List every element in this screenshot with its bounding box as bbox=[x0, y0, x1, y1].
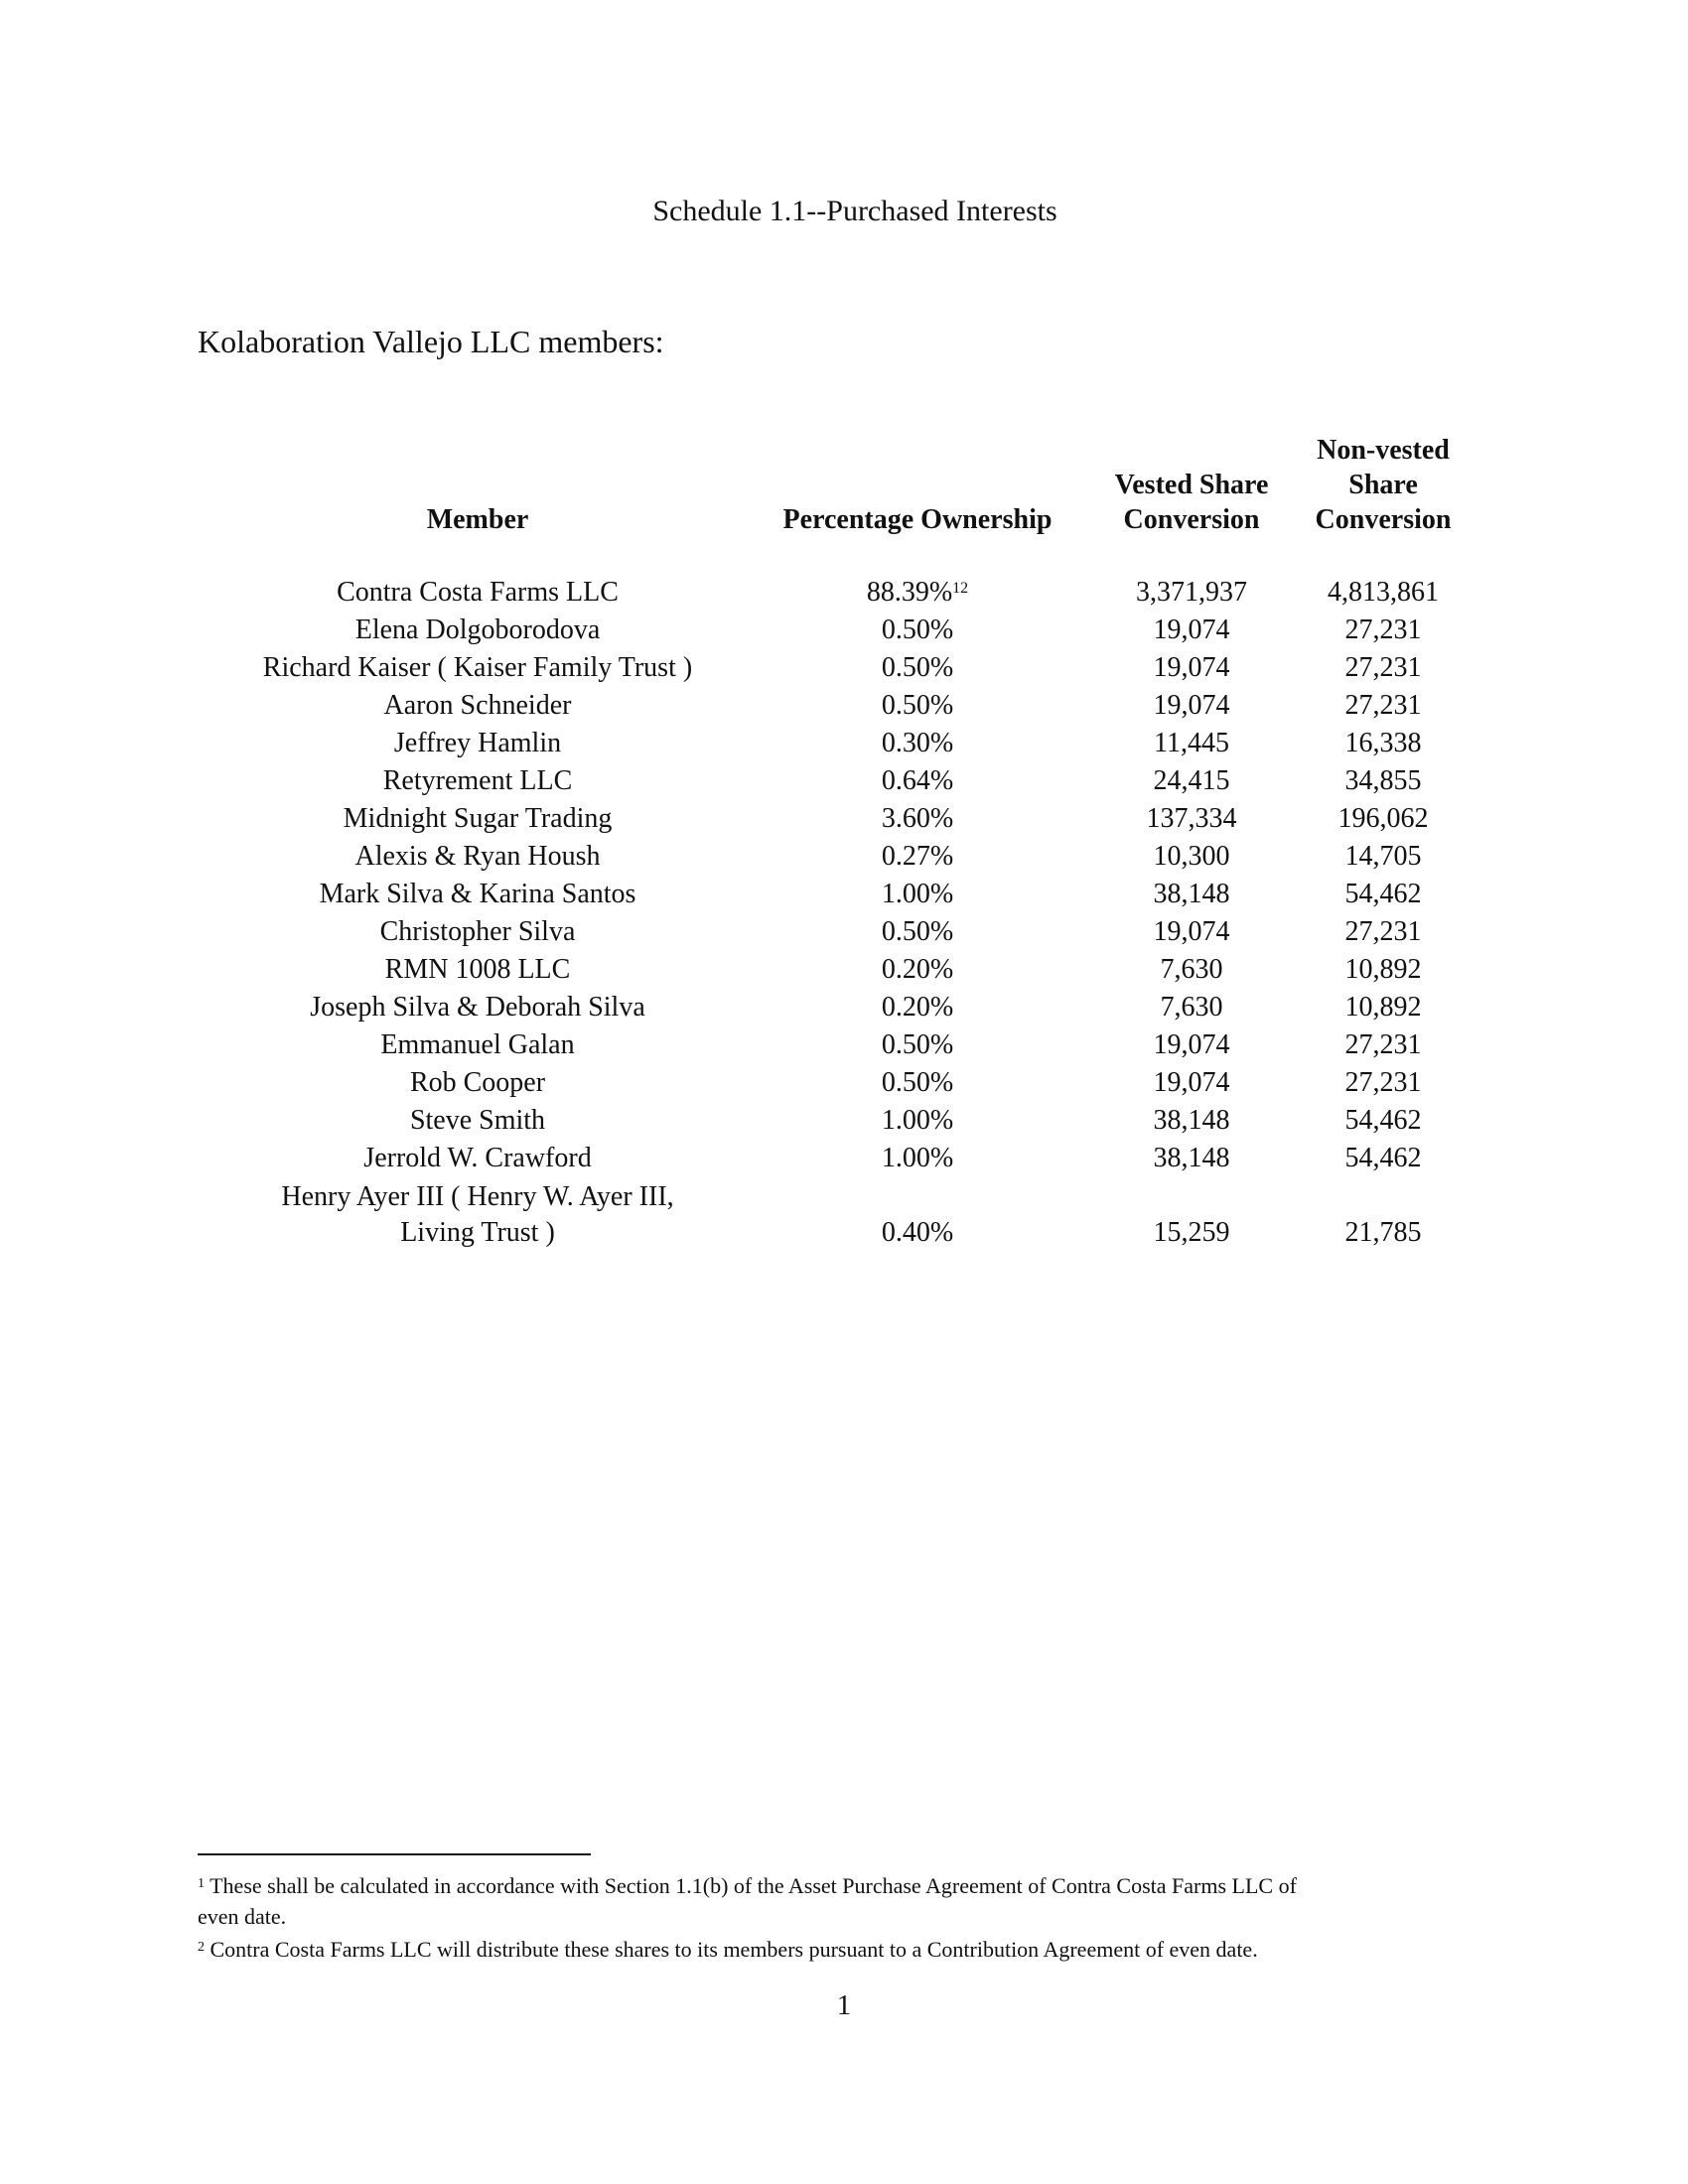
row-member bbox=[229, 1026, 726, 1064]
footnote-reference: 12 bbox=[952, 580, 969, 597]
row-percentage bbox=[769, 649, 1066, 687]
row-vested-text: 19,074 bbox=[1153, 1029, 1230, 1060]
row-vested-text: 7,630 bbox=[1160, 992, 1223, 1023]
row-percentage-text: 0.50% bbox=[881, 614, 954, 645]
row-percentage-text: 1.00% bbox=[881, 879, 954, 909]
row-nonvested-text: 27,231 bbox=[1344, 1029, 1422, 1060]
row-nonvested bbox=[1234, 800, 1532, 838]
row-percentage-text: 3.60% bbox=[881, 803, 954, 834]
row-member bbox=[229, 649, 726, 687]
footnote-1 bbox=[198, 1870, 1459, 1932]
row-percentage bbox=[769, 913, 1066, 951]
row-member-text: Emmanuel Galan bbox=[380, 1029, 575, 1060]
row-percentage-text: 0.50% bbox=[881, 916, 954, 947]
header-nonvested-line3: Conversion bbox=[1315, 504, 1452, 535]
row-member-text: Mark Silva & Karina Santos bbox=[319, 879, 636, 909]
header-vested-line1: Vested Share bbox=[1114, 470, 1269, 500]
row-member-text: Retyrement LLC bbox=[382, 765, 573, 796]
row-member bbox=[229, 838, 726, 876]
row-member-text: Elena Dolgoborodova bbox=[354, 614, 601, 645]
row-member bbox=[229, 800, 726, 838]
row-percentage bbox=[769, 574, 1066, 612]
row-nonvested bbox=[1234, 725, 1532, 762]
row-member bbox=[229, 762, 726, 800]
row-member-text: Rob Cooper bbox=[409, 1067, 546, 1098]
footnote-text: These shall be calculated in accordance with Section 1.1(b) of the Asset Purchase Agreement of Contra Costa Farms LLC of bbox=[210, 1873, 1297, 1898]
row-vested-text: 38,148 bbox=[1153, 1143, 1230, 1173]
row-member-text: Contra Costa Farms LLC bbox=[337, 577, 619, 608]
row-member-text: Jeffrey Hamlin bbox=[393, 728, 562, 758]
row-nonvested-text: 4,813,861 bbox=[1328, 577, 1439, 608]
row-member-text: Aaron Schneider bbox=[383, 690, 572, 721]
row-percentage bbox=[769, 1064, 1066, 1102]
header-nonvested-line2: Share bbox=[1348, 470, 1418, 500]
row-percentage-text: 88.39% bbox=[866, 577, 953, 608]
row-percentage-text: 0.50% bbox=[881, 652, 954, 683]
row-nonvested-text: 34,855 bbox=[1344, 765, 1422, 796]
row-member bbox=[229, 951, 726, 989]
row-vested-text: 19,074 bbox=[1153, 652, 1230, 683]
last-row-member-line2: Living Trust ) bbox=[400, 1217, 555, 1248]
last-row-vested: 15,259 bbox=[1153, 1217, 1230, 1248]
row-nonvested-text: 27,231 bbox=[1344, 614, 1422, 645]
row-percentage bbox=[769, 1026, 1066, 1064]
row-vested-text: 19,074 bbox=[1153, 614, 1230, 645]
row-nonvested bbox=[1234, 574, 1532, 612]
row-member bbox=[229, 1140, 726, 1177]
row-nonvested-text: 27,231 bbox=[1344, 916, 1422, 947]
row-nonvested bbox=[1234, 1102, 1532, 1140]
row-percentage-text: 0.50% bbox=[881, 1067, 954, 1098]
row-nonvested-text: 10,892 bbox=[1344, 954, 1422, 985]
row-nonvested-text: 27,231 bbox=[1344, 1067, 1422, 1098]
row-nonvested-text: 54,462 bbox=[1344, 879, 1422, 909]
row-vested-text: 38,148 bbox=[1153, 879, 1230, 909]
row-nonvested bbox=[1234, 1064, 1532, 1102]
row-nonvested bbox=[1234, 612, 1532, 649]
row-percentage bbox=[769, 876, 1066, 913]
row-percentage-text: 0.30% bbox=[881, 728, 954, 758]
footnote-text-cont: even date. bbox=[198, 1904, 287, 1929]
row-percentage-text: 0.20% bbox=[881, 992, 954, 1023]
row-member bbox=[229, 1064, 726, 1102]
row-percentage-text: 0.20% bbox=[881, 954, 954, 985]
row-member-text: Christopher Silva bbox=[379, 916, 576, 947]
row-member-text: Alexis & Ryan Housh bbox=[354, 841, 601, 872]
row-percentage-text: 1.00% bbox=[881, 1105, 954, 1136]
last-row-percentage: 0.40% bbox=[881, 1217, 954, 1248]
footnote-mark: 2 bbox=[198, 1940, 205, 1955]
row-member bbox=[229, 1102, 726, 1140]
row-percentage bbox=[769, 725, 1066, 762]
row-nonvested bbox=[1234, 762, 1532, 800]
row-nonvested bbox=[1234, 989, 1532, 1026]
header-vested-line2: Conversion bbox=[1123, 504, 1260, 535]
header-percentage: Percentage Ownership bbox=[782, 504, 1053, 535]
row-percentage bbox=[769, 1102, 1066, 1140]
section-heading: Kolaboration Vallejo LLC members: bbox=[198, 324, 664, 359]
row-vested-text: 19,074 bbox=[1153, 690, 1230, 721]
row-vested-text: 38,148 bbox=[1153, 1105, 1230, 1136]
footnote-2 bbox=[198, 1934, 1459, 1965]
row-nonvested bbox=[1234, 951, 1532, 989]
row-member-text: RMN 1008 LLC bbox=[384, 954, 571, 985]
row-member bbox=[229, 913, 726, 951]
row-nonvested bbox=[1234, 838, 1532, 876]
page-number: 1 bbox=[836, 1989, 852, 2021]
row-member bbox=[229, 725, 726, 762]
row-member bbox=[229, 876, 726, 913]
row-vested-text: 7,630 bbox=[1160, 954, 1223, 985]
footnote-text: Contra Costa Farms LLC will distribute these shares to its members pursuant to a Contribution Agreement of even date. bbox=[210, 1937, 1258, 1962]
row-percentage-text: 0.27% bbox=[881, 841, 954, 872]
header-member: Member bbox=[426, 504, 529, 535]
footnote-mark: 1 bbox=[198, 1876, 205, 1891]
row-nonvested bbox=[1234, 1140, 1532, 1177]
footnote-divider bbox=[198, 1853, 591, 1855]
row-percentage bbox=[769, 612, 1066, 649]
row-nonvested-text: 54,462 bbox=[1344, 1105, 1422, 1136]
row-nonvested bbox=[1234, 1026, 1532, 1064]
row-nonvested-text: 27,231 bbox=[1344, 652, 1422, 683]
row-percentage-text: 0.64% bbox=[881, 765, 954, 796]
row-percentage bbox=[769, 800, 1066, 838]
row-nonvested bbox=[1234, 876, 1532, 913]
row-member-text: Joseph Silva & Deborah Silva bbox=[310, 992, 645, 1023]
row-member bbox=[229, 574, 726, 612]
row-vested-text: 11,445 bbox=[1154, 728, 1229, 758]
row-vested-text: 3,371,937 bbox=[1136, 577, 1247, 608]
row-percentage bbox=[769, 1140, 1066, 1177]
row-percentage bbox=[769, 989, 1066, 1026]
row-vested-text: 19,074 bbox=[1153, 916, 1230, 947]
row-member bbox=[229, 989, 726, 1026]
row-member-text: Midnight Sugar Trading bbox=[343, 803, 613, 834]
row-nonvested-text: 14,705 bbox=[1344, 841, 1422, 872]
last-row-nonvested: 21,785 bbox=[1344, 1217, 1422, 1248]
row-percentage bbox=[769, 838, 1066, 876]
row-member bbox=[229, 612, 726, 649]
row-percentage bbox=[769, 951, 1066, 989]
row-nonvested-text: 10,892 bbox=[1344, 992, 1422, 1023]
header-nonvested-line1: Non-vested bbox=[1317, 435, 1450, 466]
row-percentage bbox=[769, 762, 1066, 800]
row-member bbox=[229, 687, 726, 725]
row-vested-text: 24,415 bbox=[1153, 765, 1230, 796]
row-vested-text: 19,074 bbox=[1153, 1067, 1230, 1098]
row-member-text: Steve Smith bbox=[409, 1105, 546, 1136]
row-member-text: Jerrold W. Crawford bbox=[363, 1143, 592, 1173]
row-nonvested bbox=[1234, 913, 1532, 951]
row-member-text: Richard Kaiser ( Kaiser Family Trust ) bbox=[262, 652, 693, 683]
row-nonvested-text: 27,231 bbox=[1344, 690, 1422, 721]
row-nonvested bbox=[1234, 687, 1532, 725]
row-nonvested-text: 54,462 bbox=[1344, 1143, 1422, 1173]
row-nonvested-text: 16,338 bbox=[1344, 728, 1422, 758]
row-percentage-text: 0.50% bbox=[881, 690, 954, 721]
row-nonvested bbox=[1234, 649, 1532, 687]
row-vested-text: 137,334 bbox=[1146, 803, 1237, 834]
row-vested-text: 10,300 bbox=[1153, 841, 1230, 872]
row-percentage-text: 1.00% bbox=[881, 1143, 954, 1173]
row-nonvested-text: 196,062 bbox=[1337, 803, 1429, 834]
page-title: Schedule 1.1--Purchased Interests bbox=[652, 195, 1057, 227]
row-percentage bbox=[769, 687, 1066, 725]
row-percentage-text: 0.50% bbox=[881, 1029, 954, 1060]
last-row-member-line1: Henry Ayer III ( Henry W. Ayer III, bbox=[281, 1181, 674, 1212]
